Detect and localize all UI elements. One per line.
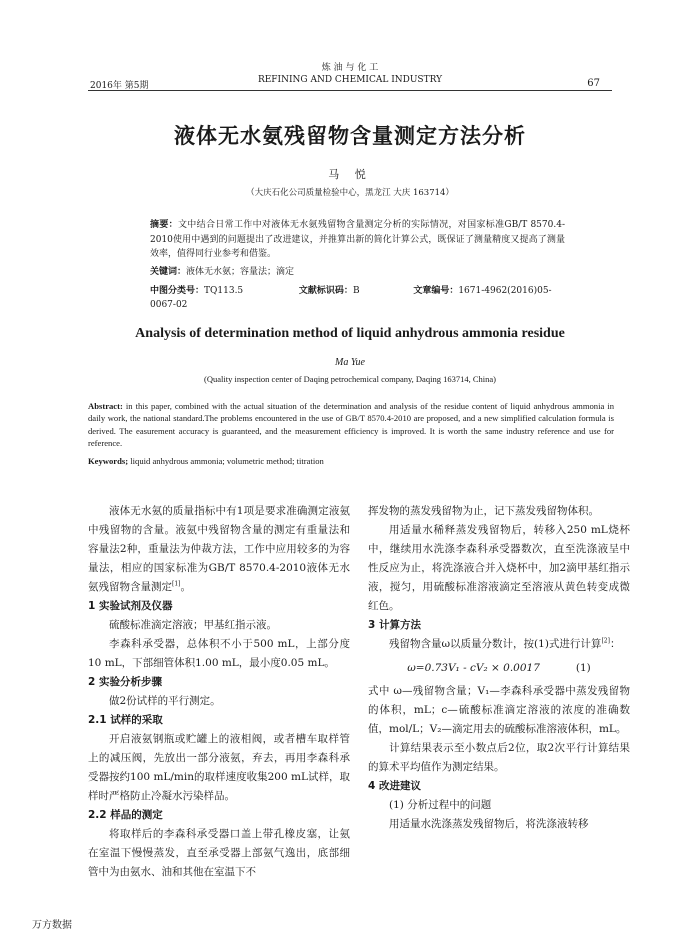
intro-text: 液体无水氨的质量指标中有1项是要求准确测定液氨中残留物的含量。液氨中残留物含量的测定有重量法和容量法2种，重量法为仲裁方法，工作中应用较多的为容量法，相应的国家标准为GB/T 8570.4-2010液体无水氨残留物含量测定 [88,505,350,593]
doc-code-value: B [352,286,360,296]
section-3-heading: 3 计算方法 [368,619,421,631]
equation-1 [368,654,630,682]
affiliation-en: (Quality inspection center of Daqing petrochemical company, Daqing 163714, China) [204,374,496,384]
section-3-para [368,635,630,654]
section-2-2-continued: 挥发物的蒸发残留物为止，记下蒸发残留物体积。 [368,505,599,517]
journal-name-en: REFINING AND CHEMICAL INDUSTRY [257,75,443,85]
section-1-heading: 1 实验试剂及仪器 [88,600,173,612]
abstract-en-label: Abstract [88,401,120,411]
section-2-para: 做2份试样的平行测定。 [109,695,221,707]
article-no-label: 文章编号： [413,286,459,296]
doc-code-label: 文献标识码： [298,286,353,296]
section-3-end: ： [609,638,621,650]
author-en: Ma Yue [335,357,365,368]
section-3-text: 残留物含量ω以质量分数计，按(1)式进行计算 [389,638,602,650]
citation-2: [2] [601,637,610,645]
article-no-value: 1671-4962(2016)05-0067-02 [150,286,552,310]
section-2-heading: 2 实验分析步骤 [88,676,162,688]
clc-value: TQ113.5 [204,286,244,296]
section-2-2-heading: 2.2 样品的测定 [88,809,163,821]
section-1-para-2: 李森科承受器，总体积不小于500 mL，上部分度10 mL，下部细管体积1.00 mL，最小度0.05 mL。 [88,638,350,669]
citation-1: [1] [172,580,181,588]
intro-paragraph [88,502,350,597]
paper-title-en: Analysis of determination method of liquid anhydrous ammonia residue [135,326,565,341]
keywords-en: Keywords; liquid anhydrous ammonia; volumetric method; titration [88,456,324,466]
keywords-en-label: Keywords [88,456,126,466]
abstract-cn [150,218,565,262]
section-3-result-para: 计算结果表示至小数点后2位，取2次平行计算结果的算术平均值作为测定结果。 [368,742,630,773]
section-2-1-heading: 2.1 试样的采取 [88,714,163,726]
keywords-cn-label: 关键词： [150,267,187,277]
section-2-2-para: 将取样后的李森科承受器口盖上带孔橡皮塞，让氨在室温下慢慢蒸发，直至承受器上部氨气逸出，底部细管中为由氨水、油和其他在室温下不 [88,828,350,878]
section-1-para-1: 硫酸标准滴定溶液；甲基红指示液。 [109,619,277,631]
abstract-en: Abstract: in this paper, combined with the actual situation of the determination and analysis of the residue content of liquid anhydrous ammonia in daily work, the national standard.The problems encountered in the use of GB/T 8570.4-2010 are proposed, and a new simplified calculation formula is derived. The easurement accuracy is guaranteed, and the measurement efficiency is improved. It is worth the same industry reference and use for reference. [88,401,615,449]
section-2-1-para: 开启液氨钢瓶或贮罐上的液相阀，或者槽车取样管上的减压阀，先放出一部分液氨，弃去，再用李森科承受器按约100 mL/min的取样速度收集200 mL试样，取样时严格防止冷凝水污染样品。 [88,733,350,802]
equation-variables: 式中 ω—残留物含量；V₁—李森科承受器中蒸发残留物的体积，mL；c—硫酸标准滴定溶液的浓度的准确数值，mol/L；V₂—滴定用去的硫酸标准溶液体积，mL。 [368,685,630,735]
paper-title-cn: 液体无水氨残留物含量测定方法分析 [174,124,526,148]
section-4-heading: 4 改进建议 [368,780,421,792]
body-right-column [368,502,630,834]
page-number: 67 [587,78,600,89]
body-left-column [88,502,350,882]
section-2-2-para-2: 用适量水稀释蒸发残留物后，转移入250 mL烧杯中，继续用水洗涤李森科承受器数次，直至洗涤液呈中性反应为止，将洗涤液合并入烧杯中，加2滴甲基红指示液，搅匀，用硫酸标准溶液滴定至溶液从黄色转变成微红色。 [368,524,630,612]
author-cn: 马 悦 [328,168,372,181]
abstract-cn-label: 摘要： [150,220,178,230]
clc-label: 中图分类号： [150,286,205,296]
section-4-para: 用适量水洗涤蒸发残留物后，将洗涤液转移 [389,818,589,830]
intro-end: 。 [180,581,191,593]
equation-1-body: ω=0.73V₁ - cV₂ × 0.0017 [407,662,540,674]
section-4-subheading: (1) 分析过程中的问题 [389,799,492,811]
keywords-cn [150,265,565,279]
keywords-en-text: liquid anhydrous ammonia; volumetric method; titration [130,456,324,466]
journal-name-cn: 炼 油 与 化 工 [321,63,379,73]
equation-1-number: (1) [575,662,591,674]
keywords-cn-text: 液体无水氨；容量法；滴定 [186,267,295,277]
abstract-cn-text: 文中结合日常工作中对液体无水氨残留物含量测定分析的实际情况，对国家标准GB/T 8570.4-2010使用中遇到的问题提出了改进建议，并推算出新的简化计算公式，既保证了测量精度又提高了测量效率，值得同行业参考和借鉴。 [150,220,565,259]
header-rule [88,90,612,91]
wanfang-watermark: 万方数据 [32,920,72,931]
issue-label: 2016年 第5期 [90,81,149,91]
abstract-en-text: in this paper, combined with the actual situation of the determination and analysis of the residue content of liquid anhydrous ammonia in daily work, the national standard.The problems encountered in the use of GB/T 8570.4-2010 are proposed, and a new simplified calculation formula is derived. The easurement accuracy is guaranteed, and the measurement efficiency is improved. It is worth the same industry reference and use for reference. [88,401,615,449]
classification-row [150,284,570,312]
affiliation-cn: （大庆石化公司质量检验中心，黑龙江 大庆 163714） [246,188,454,198]
